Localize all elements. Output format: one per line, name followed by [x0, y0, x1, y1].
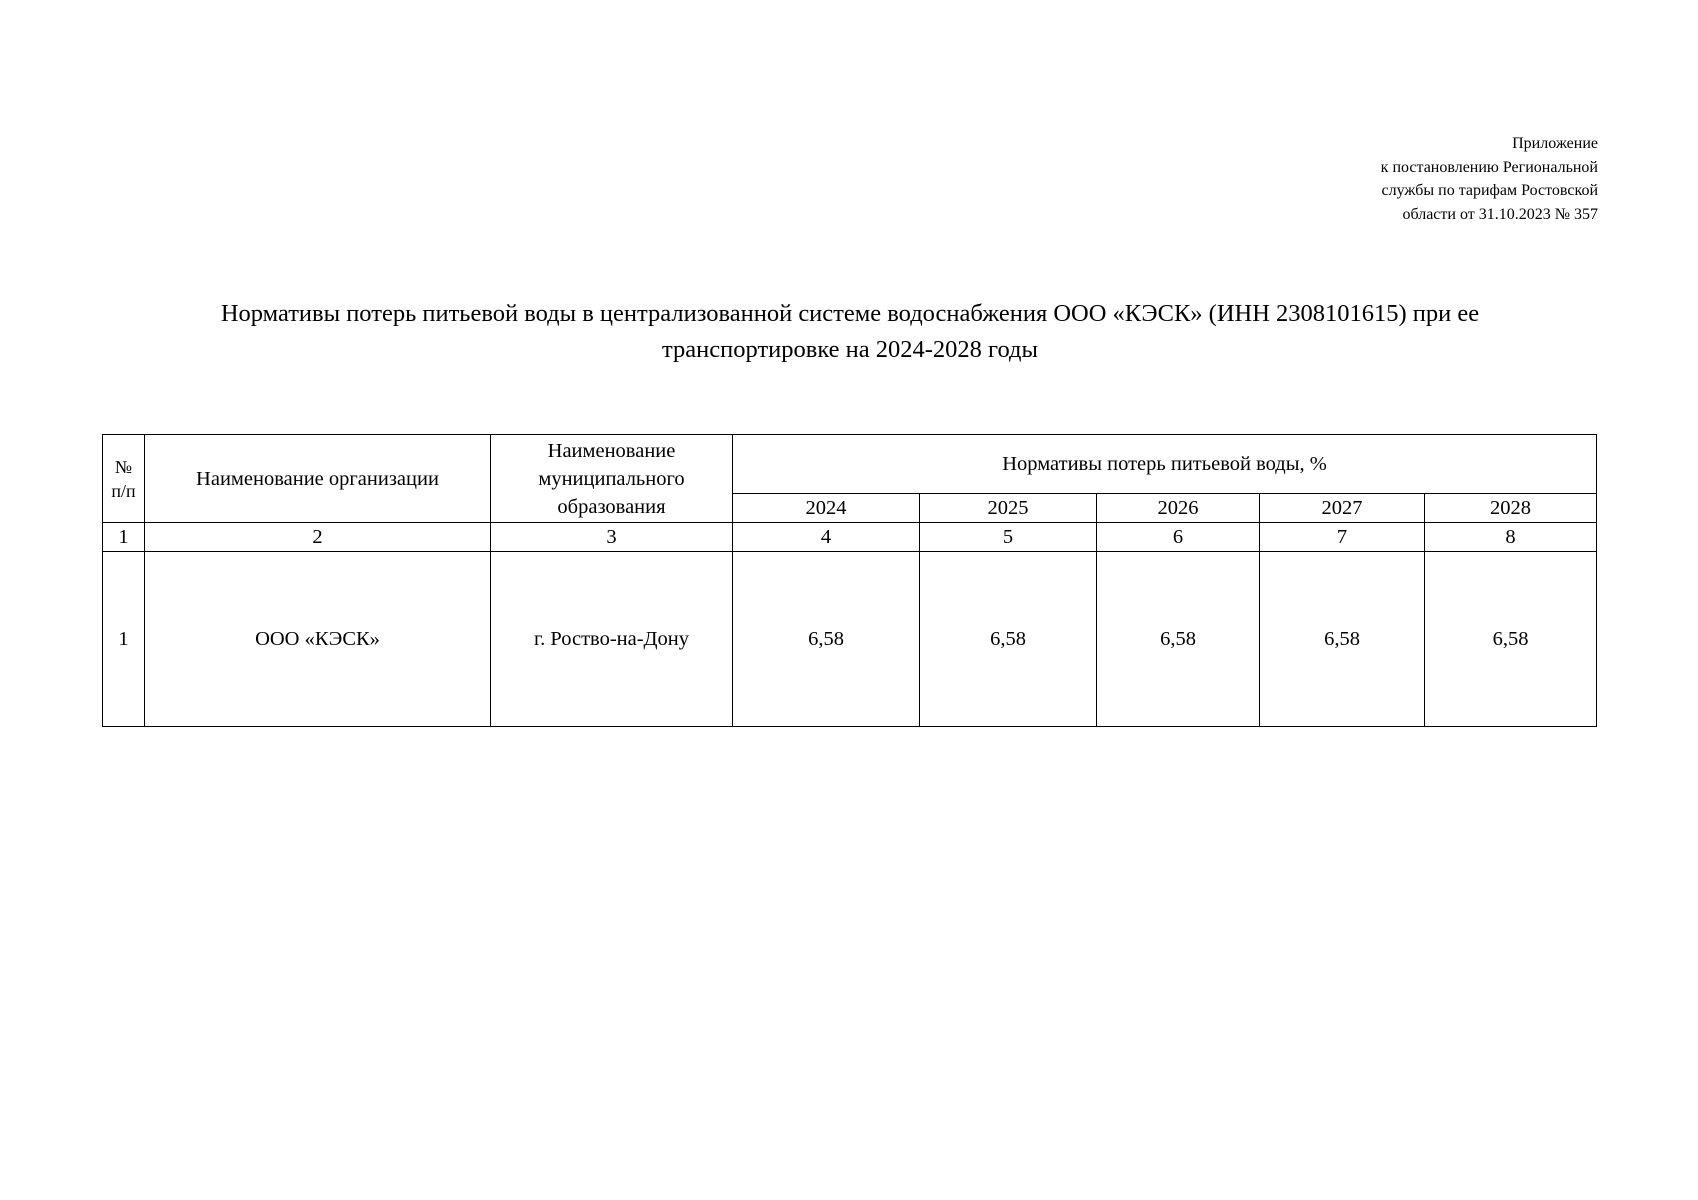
- row-value: 6,58: [1097, 552, 1260, 727]
- title-line-2: транспортировке на 2024-2028 годы: [662, 336, 1038, 363]
- column-number: 8: [1425, 523, 1597, 552]
- header-year: 2027: [1260, 494, 1425, 523]
- appendix-line: к постановлению Региональной: [1380, 158, 1598, 176]
- norms-table: [102, 434, 1597, 727]
- header-number-line2: п/п: [111, 480, 136, 501]
- header-municipality: [491, 435, 733, 523]
- appendix-block: [1298, 132, 1598, 226]
- table-row: [103, 552, 1597, 727]
- column-number: 7: [1260, 523, 1425, 552]
- row-organization: ООО «КЭСК»: [145, 552, 491, 727]
- header-year: 2025: [920, 494, 1097, 523]
- row-value: 6,58: [733, 552, 920, 727]
- appendix-line: службы по тарифам Ростовской: [1381, 182, 1598, 199]
- appendix-line: области от 31.10.2023 № 357: [1402, 205, 1598, 223]
- column-number: 2: [145, 523, 491, 552]
- header-organization: Наименование организации: [145, 435, 491, 523]
- row-value: 6,58: [1260, 552, 1425, 727]
- header-municipality-line3: образования: [557, 495, 666, 518]
- column-number: 5: [920, 523, 1097, 552]
- header-municipality-line1: Наименование: [547, 439, 676, 462]
- header-number-line1: №: [114, 456, 133, 477]
- header-year: 2024: [733, 494, 920, 523]
- table-header-row: [103, 435, 1597, 494]
- column-number: 1: [103, 523, 145, 552]
- title-line-1: Нормативы потерь питьевой воды в централизованной системе водоснабжения ООО «КЭСК» (ИНН 2308101615) при ее: [220, 300, 1480, 327]
- column-numbers-row: [103, 523, 1597, 552]
- column-number: 3: [491, 523, 733, 552]
- header-year: 2026: [1097, 494, 1260, 523]
- column-number: 6: [1097, 523, 1260, 552]
- row-value: 6,58: [920, 552, 1097, 727]
- document-title: [103, 296, 1597, 368]
- row-value: 6,58: [1425, 552, 1597, 727]
- header-municipality-line2: муниципального: [538, 467, 685, 490]
- header-number: [103, 435, 145, 523]
- row-municipality: г. Роство-на-Дону: [491, 552, 733, 727]
- header-year: 2028: [1425, 494, 1597, 523]
- row-number: 1: [103, 552, 145, 727]
- column-number: 4: [733, 523, 920, 552]
- appendix-line: Приложение: [1512, 135, 1598, 152]
- header-norms: Нормативы потерь питьевой воды, %: [733, 435, 1597, 494]
